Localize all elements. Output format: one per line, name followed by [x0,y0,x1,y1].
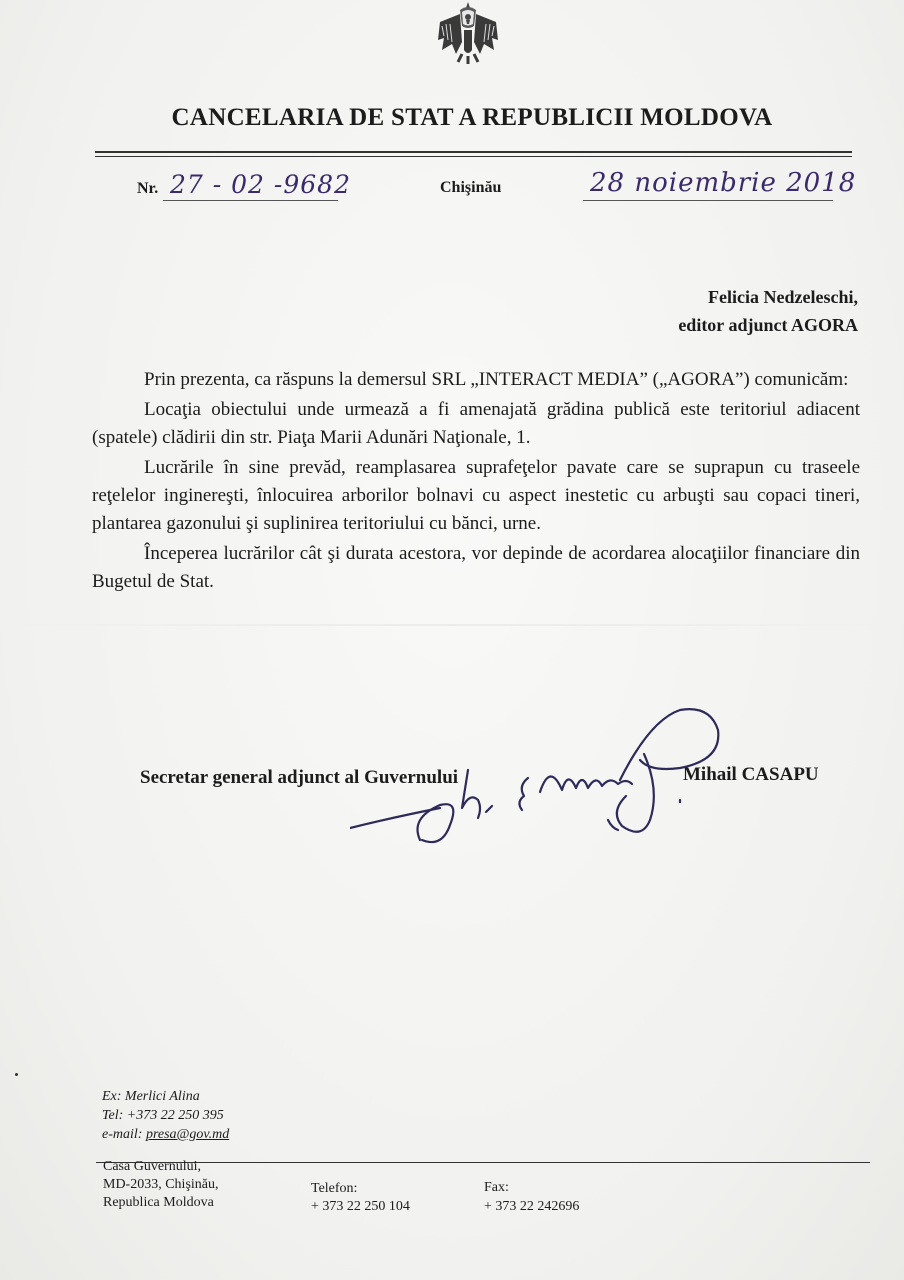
date-handwritten: 28 noiembrie 2018 [590,168,857,198]
phone-value: + 373 22 250 104 [311,1199,410,1214]
executor-name: Ex: Merlici Alina [102,1089,200,1104]
reference-number-handwritten: 27 - 02 -9682 [170,170,351,199]
footer-address [103,1158,219,1212]
executor-phone: Tel: +373 22 250 395 [102,1108,224,1123]
recipient-title: editor adjunct AGORA [678,315,858,335]
recipient-name: Felicia Nedzeleschi, [708,287,858,307]
date-line [583,200,833,201]
paper-fold [0,624,904,626]
reference-number-line [163,200,338,201]
city-label: Chişinău [440,179,502,196]
address-line: MD-2033, Chişinău, [103,1177,219,1192]
fax-label: Fax: [484,1180,509,1195]
body-paragraph: Prin prezenta, ca răspuns la demersul SRL „INTERACT MEDIA” („AGORA”) comunicăm: [144,369,849,390]
footer-fax [484,1178,579,1216]
handwritten-signature [350,700,730,855]
phone-label: Telefon: [311,1181,358,1196]
footer-phone [311,1180,410,1216]
executor-email-row [102,1125,229,1144]
reference-number-label: Nr. [137,180,159,197]
moldova-coat-of-arms-icon [432,0,504,64]
executor-email-label: e-mail: [102,1127,146,1142]
body-paragraph: Lucrările în sine prevăd, reamplasarea suprafeţelor pavate care se suprapun cu traseele reţelelor inginereşti, înlocuirea arborilor bolnavi cu aspect inestetic cu arbuşti sau copaci tineri, plantarea gazonului şi suplinirea teritoriului cu bănci, urne. [92,457,860,534]
executor-block [102,1087,229,1144]
address-line: Republica Moldova [103,1195,214,1210]
fax-value: + 373 22 242696 [484,1199,580,1214]
body-paragraph: Începerea lucrărilor cât şi durata acestora, vor depinde de acordarea alocaţiilor financiare din Bugetul de Stat. [92,543,860,592]
paper-speck [15,1073,18,1076]
institution-title: CANCELARIA DE STAT A REPUBLICII MOLDOVA [171,104,773,131]
signatory-name: Mihail CASAPU [683,764,819,785]
header-rule-thick [95,151,852,153]
letter-body [92,366,860,598]
header-rule-thin [95,156,852,157]
address-line: Casa Guvernului, [103,1159,201,1174]
signatory-position: Secretar general adjunct al Guvernului [140,767,459,788]
recipient-block [678,283,858,339]
executor-email-link[interactable]: presa@gov.md [145,1127,230,1142]
body-paragraph: Locaţia obiectului unde urmează a fi amenajată grădina publică este teritoriul adiacent (spatele) clădirii din str. Piaţa Marii Adunări Naţionale, 1. [92,399,860,448]
